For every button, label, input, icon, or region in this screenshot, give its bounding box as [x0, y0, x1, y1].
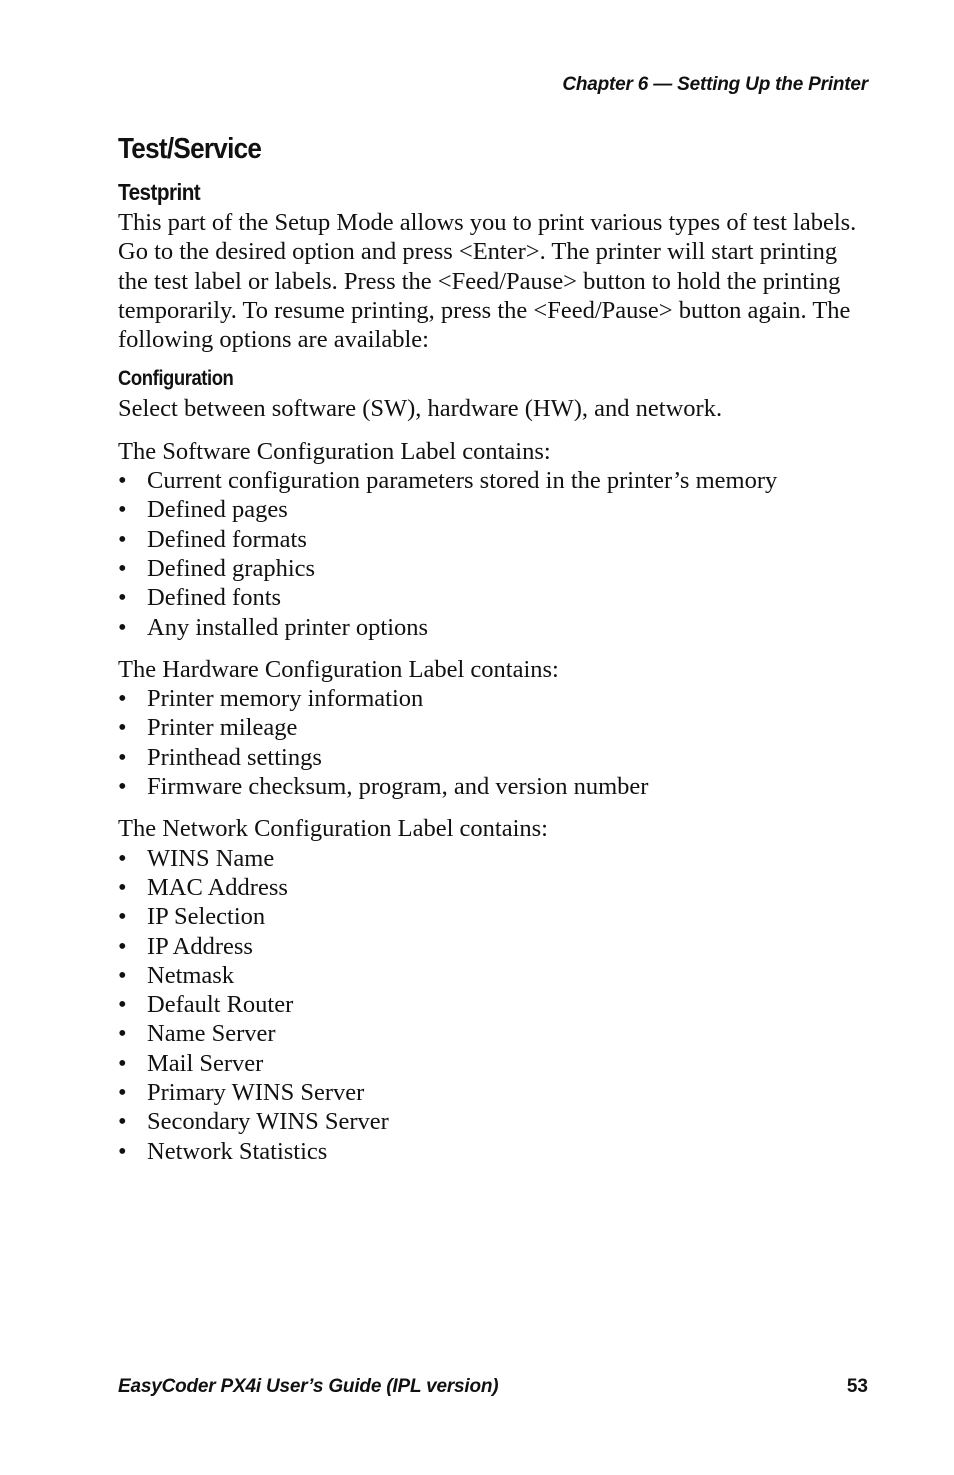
list-item: • Mail Server — [118, 1049, 264, 1077]
list-item: • Printer mileage — [118, 714, 298, 742]
footer-guide-title: EasyCoder PX4i User’s Guide (IPL version) — [118, 1376, 499, 1397]
configuration-heading: Configuration — [118, 367, 234, 391]
running-header: Chapter 6 — Setting Up the Printer — [562, 74, 868, 95]
list-item: • Current configuration parameters stored in the printer’s memory — [118, 467, 778, 495]
list-item: • Name Server — [118, 1020, 276, 1048]
bullet-icon: • — [118, 903, 127, 931]
bullet-icon: • — [118, 1049, 127, 1077]
page-content — [118, 130, 868, 1166]
section-title: Test/Service — [118, 133, 262, 165]
subsection-title: Testprint — [118, 179, 201, 205]
bullet-icon: • — [118, 844, 127, 872]
hardware-intro: The Hardware Configuration Label contains: — [118, 655, 559, 683]
software-list — [118, 466, 868, 642]
list-item: • IP Address — [118, 932, 253, 960]
bullet-icon: • — [118, 873, 127, 901]
network-intro: The Network Configuration Label contains: — [118, 815, 548, 843]
list-item: • Primary WINS Server — [118, 1079, 365, 1107]
list-item: • Defined graphics — [118, 554, 316, 582]
bullet-icon: • — [118, 1108, 127, 1136]
list-item: • Default Router — [118, 991, 294, 1019]
hardware-list — [118, 684, 868, 801]
list-item: • Printhead settings — [118, 743, 322, 771]
list-item: • Netmask — [118, 961, 235, 989]
bullet-icon: • — [118, 961, 127, 989]
bullet-icon: • — [118, 584, 127, 612]
bullet-icon: • — [118, 714, 127, 742]
list-item: • Secondary WINS Server — [118, 1108, 389, 1136]
bullet-icon: • — [118, 773, 127, 801]
bullet-icon: • — [118, 685, 127, 713]
bullet-icon: • — [118, 991, 127, 1019]
bullet-icon: • — [118, 1137, 127, 1165]
list-item: • Printer memory information — [118, 685, 424, 713]
bullet-icon: • — [118, 1020, 127, 1048]
list-item: • Defined pages — [118, 496, 288, 524]
list-item: • Firmware checksum, program, and version number — [118, 773, 649, 801]
bullet-icon: • — [118, 554, 127, 582]
list-item: • IP Selection — [118, 903, 266, 931]
bullet-icon: • — [118, 743, 127, 771]
bullet-icon: • — [118, 932, 127, 960]
bullet-icon: • — [118, 525, 127, 553]
intro-paragraph: This part of the Setup Mode allows you to print various types of test labels. Go to the desired option and press <Enter>. The printer will start printing the test label or labels. Press the <Feed/Pause> button to hold the printing temporarily. To resume printing, press the <Feed/Pause> button again. The following options are available: — [118, 209, 857, 354]
list-item: • Network Statistics — [118, 1137, 328, 1165]
list-item: • WINS Name — [118, 844, 275, 872]
configuration-text: Select between software (SW), hardware (HW), and network. — [118, 395, 723, 423]
software-intro: The Software Configuration Label contains: — [118, 437, 551, 465]
list-item: • Defined formats — [118, 525, 307, 553]
bullet-icon: • — [118, 467, 127, 495]
list-item: • MAC Address — [118, 873, 288, 901]
bullet-icon: • — [118, 613, 127, 641]
list-item: • Any installed printer options — [118, 613, 429, 641]
list-item: • Defined fonts — [118, 584, 282, 612]
network-list — [118, 844, 868, 1166]
bullet-icon: • — [118, 496, 127, 524]
page-number: 53 — [846, 1376, 868, 1397]
bullet-icon: • — [118, 1079, 127, 1107]
